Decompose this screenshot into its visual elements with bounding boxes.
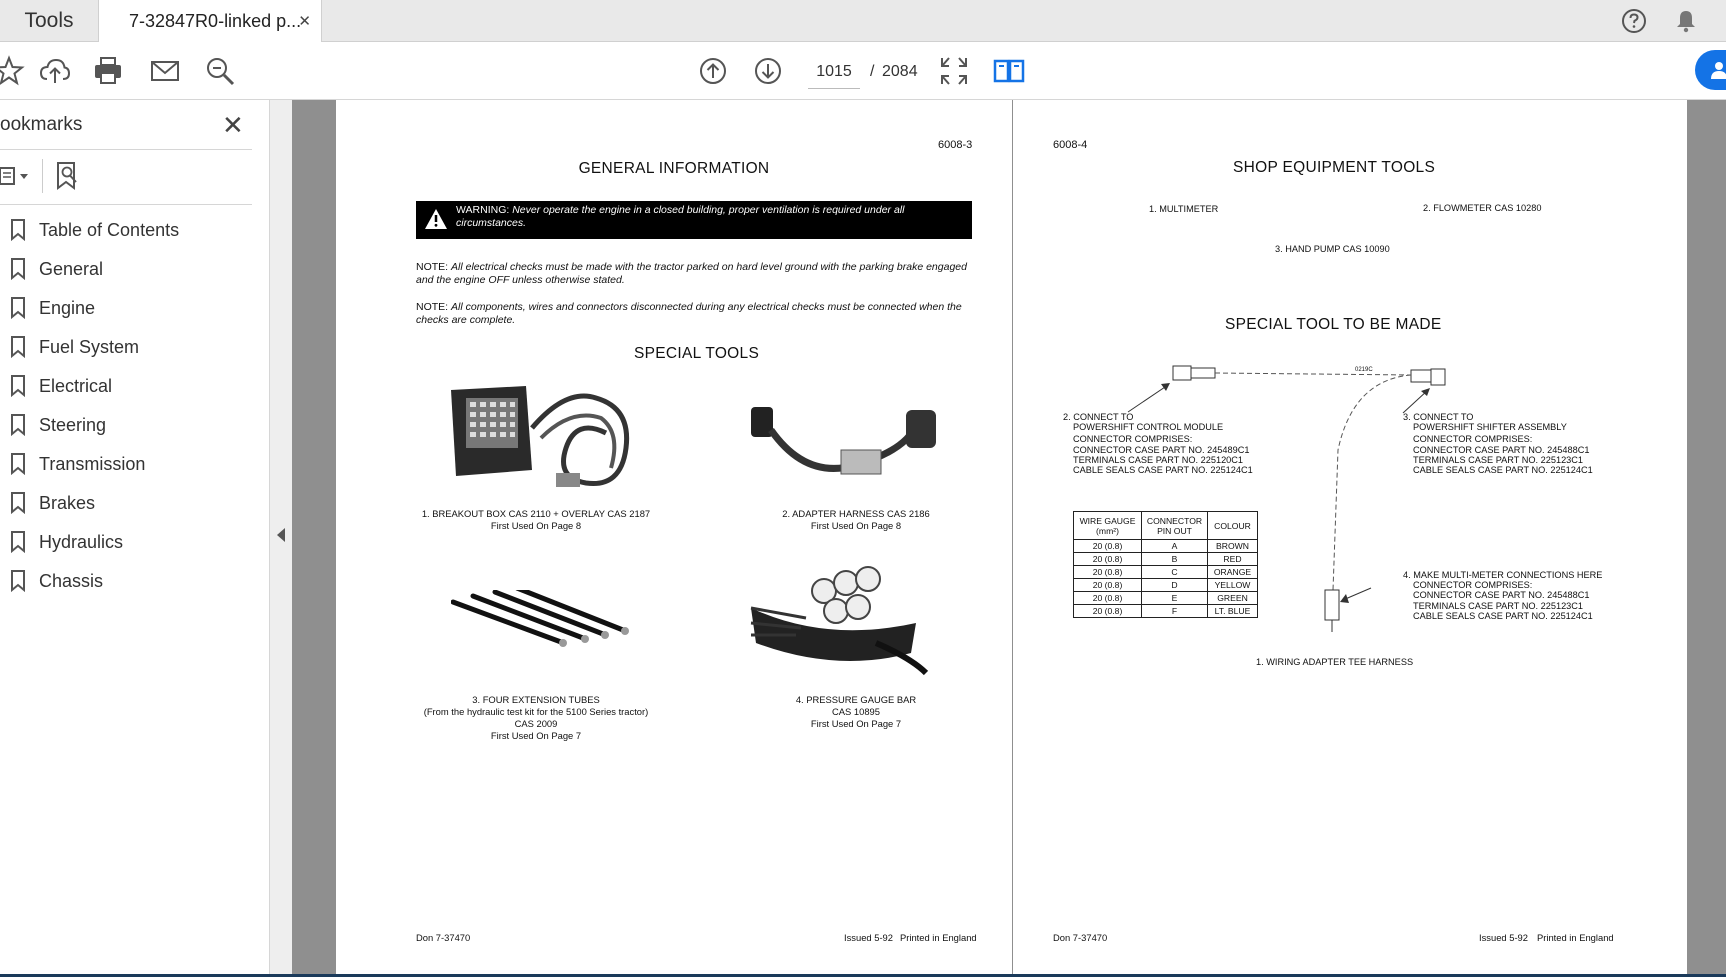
bookmark-icon (10, 414, 26, 436)
caption-line: First Used On Page 8 (810, 520, 902, 531)
callout-line: 4. MAKE MULTI-METER CONNECTIONS HERE (1403, 570, 1603, 580)
bookmark-icon (10, 375, 26, 397)
table-cell: BROWN (1208, 540, 1258, 553)
bookmark-icon (10, 297, 26, 319)
caption-line: CAS 10895 (832, 706, 880, 717)
page-title: SHOP EQUIPMENT TOOLS (1233, 159, 1436, 176)
two-page-view-icon[interactable] (992, 54, 1026, 88)
table-cell: B (1142, 553, 1208, 566)
header-line: WIRE GAUGE (1079, 515, 1136, 526)
table-cell: 20 (0.8) (1074, 553, 1142, 566)
tab-close-icon[interactable]: ✕ (298, 13, 311, 30)
bookmark-item[interactable] (0, 446, 252, 482)
bookmark-icon (10, 531, 26, 553)
callout-line: CONNECTOR COMPRISES: (1413, 434, 1533, 445)
header-line: PIN OUT (1157, 525, 1192, 536)
table-cell: GREEN (1208, 592, 1258, 605)
table-header: COLOUR (1208, 512, 1258, 540)
wire-gauge-table (1073, 511, 1258, 618)
callout-line: 3. CONNECT TO (1403, 412, 1474, 422)
user-icon (1707, 58, 1726, 82)
page-number: 6008-3 (938, 139, 973, 151)
bookmark-item[interactable] (0, 368, 252, 404)
bookmarks-title: ookmarks (0, 114, 83, 135)
print-icon[interactable] (91, 54, 125, 88)
bookmark-item[interactable] (0, 485, 252, 521)
callout-line: CONNECTOR CASE PART NO. 245488C1 (1413, 444, 1590, 455)
note-text: All components, wires and connectors disconnected during any electrical checks must be connected when the checks are complete. (416, 301, 962, 326)
document-page-right (1013, 100, 1687, 977)
note-label: NOTE: (416, 261, 449, 273)
equipment-item: 2. FLOWMETER CAS 10280 (1423, 203, 1542, 213)
bookmark-label: Brakes (39, 492, 96, 513)
table-cell: ORANGE (1208, 566, 1258, 579)
toolbar (0, 42, 1726, 100)
help-icon[interactable] (1620, 7, 1648, 35)
warning-box (416, 201, 972, 239)
connector-2-text (1063, 412, 1253, 475)
table-cell: C (1142, 566, 1208, 579)
collapse-arrow-icon[interactable] (277, 528, 285, 542)
bookmark-icon (10, 258, 26, 280)
caption-line: 3. FOUR EXTENSION TUBES (472, 694, 600, 705)
page-number: 6008-4 (1053, 139, 1088, 151)
callout-line: CONNECTOR COMPRISES: (1073, 434, 1193, 445)
warning-text: Never operate the engine in a closed building, proper ventilation is required under all circumstances. (456, 204, 905, 229)
callout-line: TERMINALS CASE PART NO. 225123C1 (1413, 454, 1584, 465)
divider (0, 149, 252, 150)
table-cell: LT. BLUE (1208, 605, 1258, 618)
special-tools-heading: SPECIAL TOOLS (634, 345, 760, 362)
tab-document-label: 7-32847R0-linked p... (129, 11, 302, 31)
page-up-icon[interactable] (696, 54, 730, 88)
part-code: 0219C (1355, 367, 1373, 373)
note-1 (416, 261, 974, 287)
callout-line: TERMINALS CASE PART NO. 225123C1 (1413, 600, 1584, 611)
table-cell: 20 (0.8) (1074, 592, 1142, 605)
callout-line: CABLE SEALS CASE PART NO. 225124C1 (1073, 465, 1253, 476)
table-row (1074, 605, 1258, 618)
table-header (1142, 512, 1208, 540)
table-cell: RED (1208, 553, 1258, 566)
zoom-icon[interactable] (203, 54, 237, 88)
page-separator: / (870, 63, 875, 80)
table-row (1074, 553, 1258, 566)
bookmark-label: Hydraulics (39, 531, 124, 552)
table-row (1074, 579, 1258, 592)
callout-line: 2. CONNECT TO (1063, 412, 1134, 422)
note-label: NOTE: (416, 301, 449, 313)
bookmark-icon (10, 492, 26, 514)
bookmark-label: Electrical (39, 375, 113, 396)
table-cell: D (1142, 579, 1208, 592)
callout-line: POWERSHIFT CONTROL MODULE (1073, 422, 1224, 433)
caption-line: First Used On Page 7 (810, 718, 902, 729)
table-cell: 20 (0.8) (1074, 566, 1142, 579)
caption-line: First Used On Page 8 (490, 520, 582, 531)
divider (42, 159, 43, 193)
page-footer-issued: Issued 5-92 (844, 932, 893, 943)
bookmark-item[interactable] (0, 563, 252, 599)
bookmark-icon (10, 453, 26, 475)
header-line: CONNECTOR (1146, 515, 1203, 526)
pressure-gauge-bar-image (746, 563, 936, 678)
equipment-item: 1. MULTIMETER (1149, 204, 1219, 214)
table-header (1074, 512, 1142, 540)
table-cell: E (1142, 592, 1208, 605)
bookmark-star-icon[interactable] (0, 54, 26, 88)
tab-tools[interactable]: Tools (24, 9, 74, 32)
upload-cloud-icon[interactable] (38, 54, 72, 88)
bookmark-item[interactable] (0, 251, 252, 287)
divider (0, 204, 252, 205)
caption-line: CAS 2009 (514, 718, 558, 729)
page-footer-left: Don 7-37470 (416, 932, 471, 943)
bookmarks-panel (0, 100, 270, 977)
bookmark-label: Fuel System (39, 336, 140, 357)
total-pages: 2084 (882, 63, 918, 80)
breakout-box-image (446, 378, 636, 498)
tab-bar (0, 0, 1726, 42)
bookmark-label: Steering (39, 414, 107, 435)
bookmark-options-icon[interactable] (0, 162, 32, 190)
caption-line: (From the hydraulic test kit for the 5100 Series tractor) (423, 706, 649, 717)
adapter-harness-image (746, 395, 946, 495)
tool-4-caption (756, 694, 956, 730)
note-2 (416, 301, 974, 327)
equipment-item: 3. HAND PUMP CAS 10090 (1275, 244, 1390, 254)
caption-line: 4. PRESSURE GAUGE BAR (795, 694, 917, 705)
table-row (1074, 540, 1258, 553)
callout-line: TERMINALS CASE PART NO. 225120C1 (1073, 454, 1244, 465)
table-cell: 20 (0.8) (1074, 540, 1142, 553)
bookmark-label: Chassis (39, 570, 104, 591)
close-panel-icon[interactable]: ✕ (222, 110, 244, 140)
extension-tubes-image (451, 590, 631, 660)
header-line: (mm²) (1096, 525, 1119, 536)
bookmark-item[interactable] (0, 212, 252, 248)
callout-line: CONNECTOR COMPRISES: (1413, 580, 1533, 591)
callout-line: CABLE SEALS CASE PART NO. 225124C1 (1413, 610, 1593, 621)
bookmark-label: Engine (39, 297, 96, 318)
table-row (1074, 592, 1258, 605)
table-row (1074, 566, 1258, 579)
mail-icon[interactable] (148, 54, 182, 88)
tab-document[interactable] (98, 0, 322, 43)
callout-line: CONNECTOR CASE PART NO. 245489C1 (1073, 444, 1250, 455)
page-footer-left: Don 7-37470 (1053, 932, 1108, 943)
table-cell: F (1142, 605, 1208, 618)
table-cell: 20 (0.8) (1074, 579, 1142, 592)
caption-line: First Used On Page 7 (490, 730, 582, 741)
bookmark-icon (10, 336, 26, 358)
bookmark-icon (10, 219, 26, 241)
new-bookmark-icon[interactable] (54, 160, 84, 192)
page-footer-issued: Issued 5-92 (1479, 932, 1528, 943)
connector-4-text (1403, 570, 1602, 621)
note-text: All electrical checks must be made with the tractor parked on hard level ground with the parking brake engaged and the engine OFF unless otherwise stated. (416, 261, 967, 286)
connector-3-text (1403, 412, 1593, 475)
tool-3-caption (396, 694, 676, 742)
bookmark-label: Table of Contents (39, 219, 180, 240)
harness-caption: 1. WIRING ADAPTER TEE HARNESS (1256, 657, 1414, 667)
fit-page-icon[interactable] (937, 54, 971, 88)
bookmark-label: General (39, 258, 104, 279)
table-cell: 20 (0.8) (1074, 605, 1142, 618)
tool-1-caption (416, 508, 656, 532)
bookmark-item[interactable] (0, 329, 252, 365)
bookmark-item[interactable] (0, 290, 252, 326)
bookmark-item[interactable] (0, 524, 252, 560)
section-heading: SPECIAL TOOL TO BE MADE (1225, 316, 1442, 333)
notification-bell-icon[interactable] (1672, 7, 1700, 35)
table-header-row (1074, 512, 1258, 540)
page-down-icon[interactable] (751, 54, 785, 88)
page-title (336, 160, 1052, 178)
caption-line: 1. BREAKOUT BOX CAS 2110 + OVERLAY CAS 2187 (421, 508, 651, 519)
callout-line: POWERSHIFT SHIFTER ASSEMBLY (1413, 422, 1567, 433)
warning-icon (424, 208, 448, 230)
table-cell: YELLOW (1208, 579, 1258, 592)
tool-2-caption (756, 508, 956, 532)
table-cell: A (1142, 540, 1208, 553)
caption-line: 2. ADAPTER HARNESS CAS 2186 (782, 508, 930, 519)
callout-line: CONNECTOR CASE PART NO. 245488C1 (1413, 590, 1590, 601)
page-footer-printed: Printed in England (900, 932, 977, 943)
page-title-text: GENERAL INFORMATION (578, 160, 770, 177)
page-footer-printed: Printed in England (1537, 932, 1614, 943)
page-number-input[interactable]: 1015 (808, 55, 860, 89)
warning-label: WARNING: (456, 204, 510, 216)
bookmark-label: Transmission (39, 453, 146, 474)
document-page-left (336, 100, 1012, 977)
callout-line: CABLE SEALS CASE PART NO. 225124C1 (1413, 465, 1593, 476)
bookmark-item[interactable] (0, 407, 252, 443)
bookmark-icon (10, 570, 26, 592)
